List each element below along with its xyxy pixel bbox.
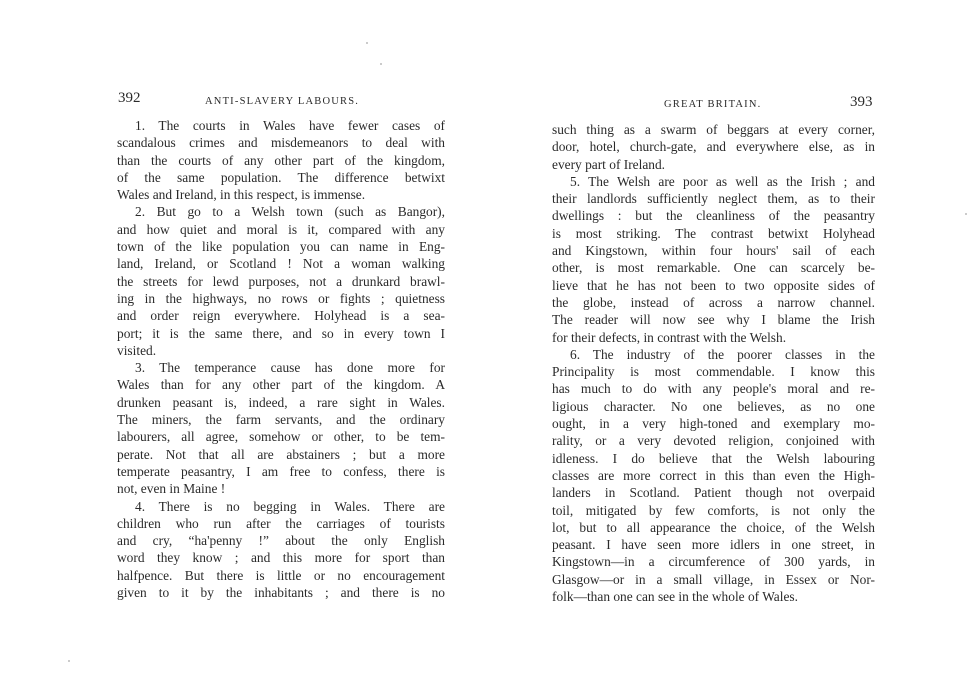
text-line: and order reign everywhere. Holyhead is a sea- xyxy=(117,308,445,324)
text-line: and cry, “ha'penny !” about the only English xyxy=(117,533,445,549)
text-line: Kingstown—in a circumference of 300 yards, in xyxy=(552,554,875,570)
text-line: classes are more correct in this than even the High- xyxy=(552,467,875,483)
text-line: town of the like population you can name in Eng- xyxy=(117,239,445,255)
text-line: labourers, all agree, somehow or other, to be tem- xyxy=(117,429,445,445)
print-speck xyxy=(380,63,382,65)
right-page-body xyxy=(552,121,875,605)
left-page-body xyxy=(117,117,445,601)
text-line: than the courts of any other part of the kingdom, xyxy=(117,152,445,168)
text-line: and Kingstown, within four hours' sail of each xyxy=(552,243,875,259)
text-line: landers in Scotland. Patient though not overpaid xyxy=(552,485,875,501)
text-line: 2. But go to a Welsh town (such as Bangor), xyxy=(135,204,445,220)
text-line: and how quiet and moral is it, compared with any xyxy=(117,221,445,237)
text-line: land, Ireland, or Scotland ! Not a woman walking xyxy=(117,256,445,272)
right-page-number: 393 xyxy=(850,94,873,110)
text-line: door, hotel, church-gate, and everywhere else, as in xyxy=(552,139,875,155)
text-line: their landlords sufficiently neglect them, as to their xyxy=(552,191,875,207)
left-page-number: 392 xyxy=(118,90,141,106)
text-line: ligious character. No one believes, as no one xyxy=(552,398,875,414)
text-line: word they know ; and this more for sport than xyxy=(117,550,445,566)
text-line: other, is most remarkable. One can scarcely be- xyxy=(552,260,875,276)
print-speck xyxy=(965,213,967,215)
text-line: Wales than for any other part of the kingdom. A xyxy=(117,377,445,393)
print-speck xyxy=(68,660,70,662)
text-line: the globe, instead of across a narrow channel. xyxy=(552,294,875,310)
text-line: The reader will now see why I blame the Irish xyxy=(552,312,875,328)
text-line: Wales and Ireland, in this respect, is immense. xyxy=(117,187,366,203)
text-line: halfpence. But there is little or no encouragement xyxy=(117,567,445,583)
text-line: peasant. I have seen more idlers in one street, in xyxy=(552,537,875,553)
text-line: Glasgow—or in a small village, in Essex or Nor- xyxy=(552,571,875,587)
text-line: has much to do with any people's moral and re- xyxy=(552,381,875,397)
text-line: of the same population. The difference betwixt xyxy=(117,169,445,185)
text-line: the streets for lewd purposes, not a drunkard brawl- xyxy=(117,273,445,289)
text-line: given to it by the inhabitants ; and there is no xyxy=(117,585,445,601)
text-line: folk—than one can see in the whole of Wales. xyxy=(552,589,798,605)
text-line: is most striking. The contrast betwixt Holyhead xyxy=(552,225,875,241)
right-page xyxy=(490,0,980,700)
text-line: ought, in a very high-toned and exemplary mo- xyxy=(552,416,875,432)
text-line: not, even in Maine ! xyxy=(117,481,226,497)
text-line: children who run after the carriages of tourists xyxy=(117,515,445,531)
text-line: 6. The industry of the poorer classes in the xyxy=(570,346,875,362)
text-line: lieve that he has not been to two opposite sides of xyxy=(552,277,875,293)
text-line: temperate peasantry, I am free to confess, there is xyxy=(117,463,445,479)
text-line: scandalous crimes and misdemeanors to deal with xyxy=(117,135,445,151)
text-line: such thing as a swarm of beggars at every corner, xyxy=(552,122,875,137)
text-line: 4. There is no begging in Wales. There are xyxy=(135,498,445,514)
text-line: dwellings : but the cleanliness of the peasantry xyxy=(552,208,875,224)
text-line: 1. The courts in Wales have fewer cases of xyxy=(135,118,445,133)
text-line: rality, or a very devoted religion, conjoined with xyxy=(552,433,875,449)
text-line: Principality is most commendable. I know this xyxy=(552,364,875,380)
text-line: for their defects, in contrast with the Welsh. xyxy=(552,329,787,345)
text-line: toil, mitigated by few comforts, is not only the xyxy=(552,502,875,518)
text-line: idleness. I do believe that the Welsh labouring xyxy=(552,450,875,466)
text-line: visited. xyxy=(117,342,157,358)
left-running-head: ANTI-SLAVERY LABOURS. xyxy=(205,96,360,107)
text-line: 5. The Welsh are poor as well as the Irish ; and xyxy=(570,173,875,189)
text-line: drunken peasant is, indeed, a rare sight in Wales. xyxy=(117,394,445,410)
text-line: port; it is the same there, and so in every town I xyxy=(117,325,445,341)
text-line: lot, but to all appearance the choice, of the Welsh xyxy=(552,519,875,535)
print-speck xyxy=(366,42,368,44)
right-running-head: GREAT BRITAIN. xyxy=(664,99,762,110)
text-line: 3. The temperance cause has done more for xyxy=(135,360,445,376)
text-line: The miners, the farm servants, and the ordinary xyxy=(117,412,445,428)
text-line: every part of Ireland. xyxy=(552,156,666,172)
text-line: ing in the highways, no rows or fights ; quietness xyxy=(117,290,445,306)
text-line: perate. Not that all are abstainers ; but a more xyxy=(117,446,445,462)
